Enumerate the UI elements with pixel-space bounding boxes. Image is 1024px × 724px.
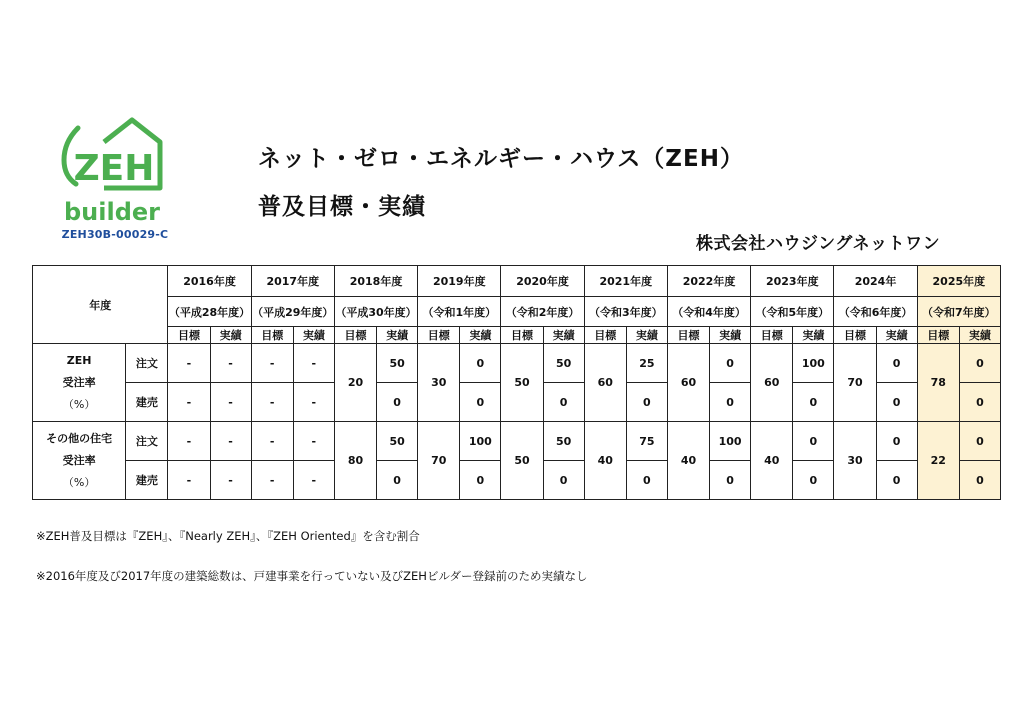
year-header: 2016年度: [168, 266, 251, 297]
target-cell: -: [251, 422, 293, 461]
target-label: 目標: [251, 327, 293, 344]
year-header: 2017年度: [251, 266, 334, 297]
target-label: 目標: [418, 327, 460, 344]
year-header-row: [33, 266, 1001, 297]
actual-cell: 0: [793, 422, 834, 461]
actual-label: 実績: [210, 327, 251, 344]
actual-cell: 0: [626, 461, 667, 500]
target-cell: -: [168, 344, 210, 383]
actual-cell: 0: [959, 422, 1000, 461]
actual-label: 実績: [793, 327, 834, 344]
zeh-builder-logo: [56, 116, 174, 240]
target-cell: 70: [418, 422, 460, 500]
target-label: 目標: [501, 327, 543, 344]
footnote-no-results: ※2016年度及び2017年度の建築総数は、戸建事業を行っていない及びZEHビルダー登録前のため実績なし: [36, 569, 588, 583]
logo-bottom-text: builder: [63, 198, 161, 226]
year-header: 2021年度: [584, 266, 667, 297]
actual-cell: 0: [876, 383, 917, 422]
table-row: [33, 344, 1001, 383]
target-cell: -: [251, 461, 293, 500]
logo-top-text: ZEH: [73, 148, 155, 189]
target-cell: 40: [751, 422, 793, 500]
actual-cell: 0: [710, 461, 751, 500]
era-header: （令和6年度）: [834, 297, 917, 327]
page-subtitle: 普及目標・実績: [258, 194, 426, 220]
actual-cell: 0: [543, 383, 584, 422]
company-name: 株式会社ハウジングネットワン: [696, 234, 941, 254]
actual-cell: 100: [793, 344, 834, 383]
actual-label: 実績: [543, 327, 584, 344]
target-cell: 40: [667, 422, 709, 500]
actual-cell: -: [210, 461, 251, 500]
year-header: 2019年度: [418, 266, 501, 297]
target-cell: 78: [917, 344, 959, 422]
actual-cell: 50: [543, 344, 584, 383]
zeh-house-logo-icon: [56, 116, 174, 228]
target-cell: -: [168, 422, 210, 461]
target-label: 目標: [168, 327, 210, 344]
target-cell: -: [251, 344, 293, 383]
actual-cell: 0: [959, 383, 1000, 422]
era-header: （令和2年度）: [501, 297, 584, 327]
group-metric: 受注率: [62, 453, 96, 467]
actual-cell: 0: [626, 383, 667, 422]
era-header: （平成30年度）: [334, 297, 417, 327]
actual-label: 実績: [710, 327, 751, 344]
actual-cell: -: [293, 383, 334, 422]
label-header-row: [33, 327, 1001, 344]
actual-cell: -: [293, 461, 334, 500]
year-header: 2025年度: [917, 266, 1000, 297]
actual-cell: 0: [460, 383, 501, 422]
actual-cell: 50: [377, 422, 418, 461]
era-header: （平成29年度）: [251, 297, 334, 327]
target-label: 目標: [584, 327, 626, 344]
actual-cell: 0: [959, 461, 1000, 500]
target-cell: 30: [834, 422, 876, 500]
target-cell: -: [251, 383, 293, 422]
actual-cell: 75: [626, 422, 667, 461]
actual-cell: -: [293, 422, 334, 461]
actual-cell: 50: [377, 344, 418, 383]
target-cell: -: [168, 383, 210, 422]
year-header: 2018年度: [334, 266, 417, 297]
actual-label: 実績: [876, 327, 917, 344]
actual-cell: 0: [876, 344, 917, 383]
target-cell: 50: [501, 422, 543, 500]
footnote-zeh-definition: ※ZEH普及目標は『ZEH』、『Nearly ZEH』、『ZEH Oriented』を含む割合: [36, 529, 420, 543]
year-header: 2023年度: [751, 266, 834, 297]
target-label: 目標: [667, 327, 709, 344]
sub-category-label: 建売: [126, 461, 168, 500]
logo-registration-id: ZEH30B-00029-C: [61, 228, 169, 241]
sub-category-label: 建売: [126, 383, 168, 422]
zeh-results-table: [32, 265, 1001, 500]
group-header: [33, 344, 126, 422]
actual-cell: 25: [626, 344, 667, 383]
year-header: 2020年度: [501, 266, 584, 297]
actual-cell: 0: [460, 344, 501, 383]
actual-cell: 50: [543, 422, 584, 461]
sub-category-label: 注文: [126, 422, 168, 461]
actual-label: 実績: [626, 327, 667, 344]
actual-cell: 0: [377, 461, 418, 500]
actual-cell: 0: [710, 344, 751, 383]
actual-cell: -: [210, 422, 251, 461]
actual-cell: 0: [876, 422, 917, 461]
actual-cell: 0: [959, 344, 1000, 383]
actual-label: 実績: [959, 327, 1000, 344]
actual-cell: -: [210, 344, 251, 383]
target-cell: 20: [334, 344, 376, 422]
target-label: 目標: [917, 327, 959, 344]
actual-cell: 0: [377, 383, 418, 422]
era-header: （令和4年度）: [667, 297, 750, 327]
actual-cell: 100: [460, 422, 501, 461]
actual-cell: -: [293, 344, 334, 383]
group-unit: （%）: [62, 475, 96, 489]
group-metric: 受注率: [62, 375, 96, 389]
target-cell: 70: [834, 344, 876, 422]
target-cell: 60: [667, 344, 709, 422]
target-cell: 40: [584, 422, 626, 500]
group-name: ZEH: [66, 353, 92, 367]
actual-cell: 0: [793, 383, 834, 422]
year-header: 2024年: [834, 266, 917, 297]
actual-cell: 0: [793, 461, 834, 500]
actual-cell: 0: [543, 461, 584, 500]
target-cell: -: [168, 461, 210, 500]
actual-label: 実績: [293, 327, 334, 344]
group-name: その他の住宅: [46, 431, 113, 445]
target-cell: 30: [418, 344, 460, 422]
target-cell: 60: [751, 344, 793, 422]
target-label: 目標: [834, 327, 876, 344]
actual-cell: 100: [710, 422, 751, 461]
actual-cell: 0: [876, 461, 917, 500]
actual-cell: -: [210, 383, 251, 422]
actual-cell: 0: [460, 461, 501, 500]
target-cell: 80: [334, 422, 376, 500]
corner-header: 年度: [33, 266, 168, 344]
era-header: （令和1年度）: [418, 297, 501, 327]
target-cell: 50: [501, 344, 543, 422]
target-label: 目標: [751, 327, 793, 344]
target-label: 目標: [334, 327, 376, 344]
page-title: ネット・ゼロ・エネルギー・ハウス（ZEH）: [258, 146, 744, 172]
actual-cell: 0: [710, 383, 751, 422]
era-header-row: [33, 297, 1001, 327]
table-row: [33, 422, 1001, 461]
group-header: [33, 422, 126, 500]
target-cell: 22: [917, 422, 959, 500]
target-cell: 60: [584, 344, 626, 422]
era-header: （平成28年度）: [168, 297, 251, 327]
era-header: （令和3年度）: [584, 297, 667, 327]
era-header: （令和5年度）: [751, 297, 834, 327]
actual-label: 実績: [377, 327, 418, 344]
era-header: （令和7年度）: [917, 297, 1000, 327]
group-unit: （%）: [62, 397, 96, 411]
sub-category-label: 注文: [126, 344, 168, 383]
actual-label: 実績: [460, 327, 501, 344]
year-header: 2022年度: [667, 266, 750, 297]
